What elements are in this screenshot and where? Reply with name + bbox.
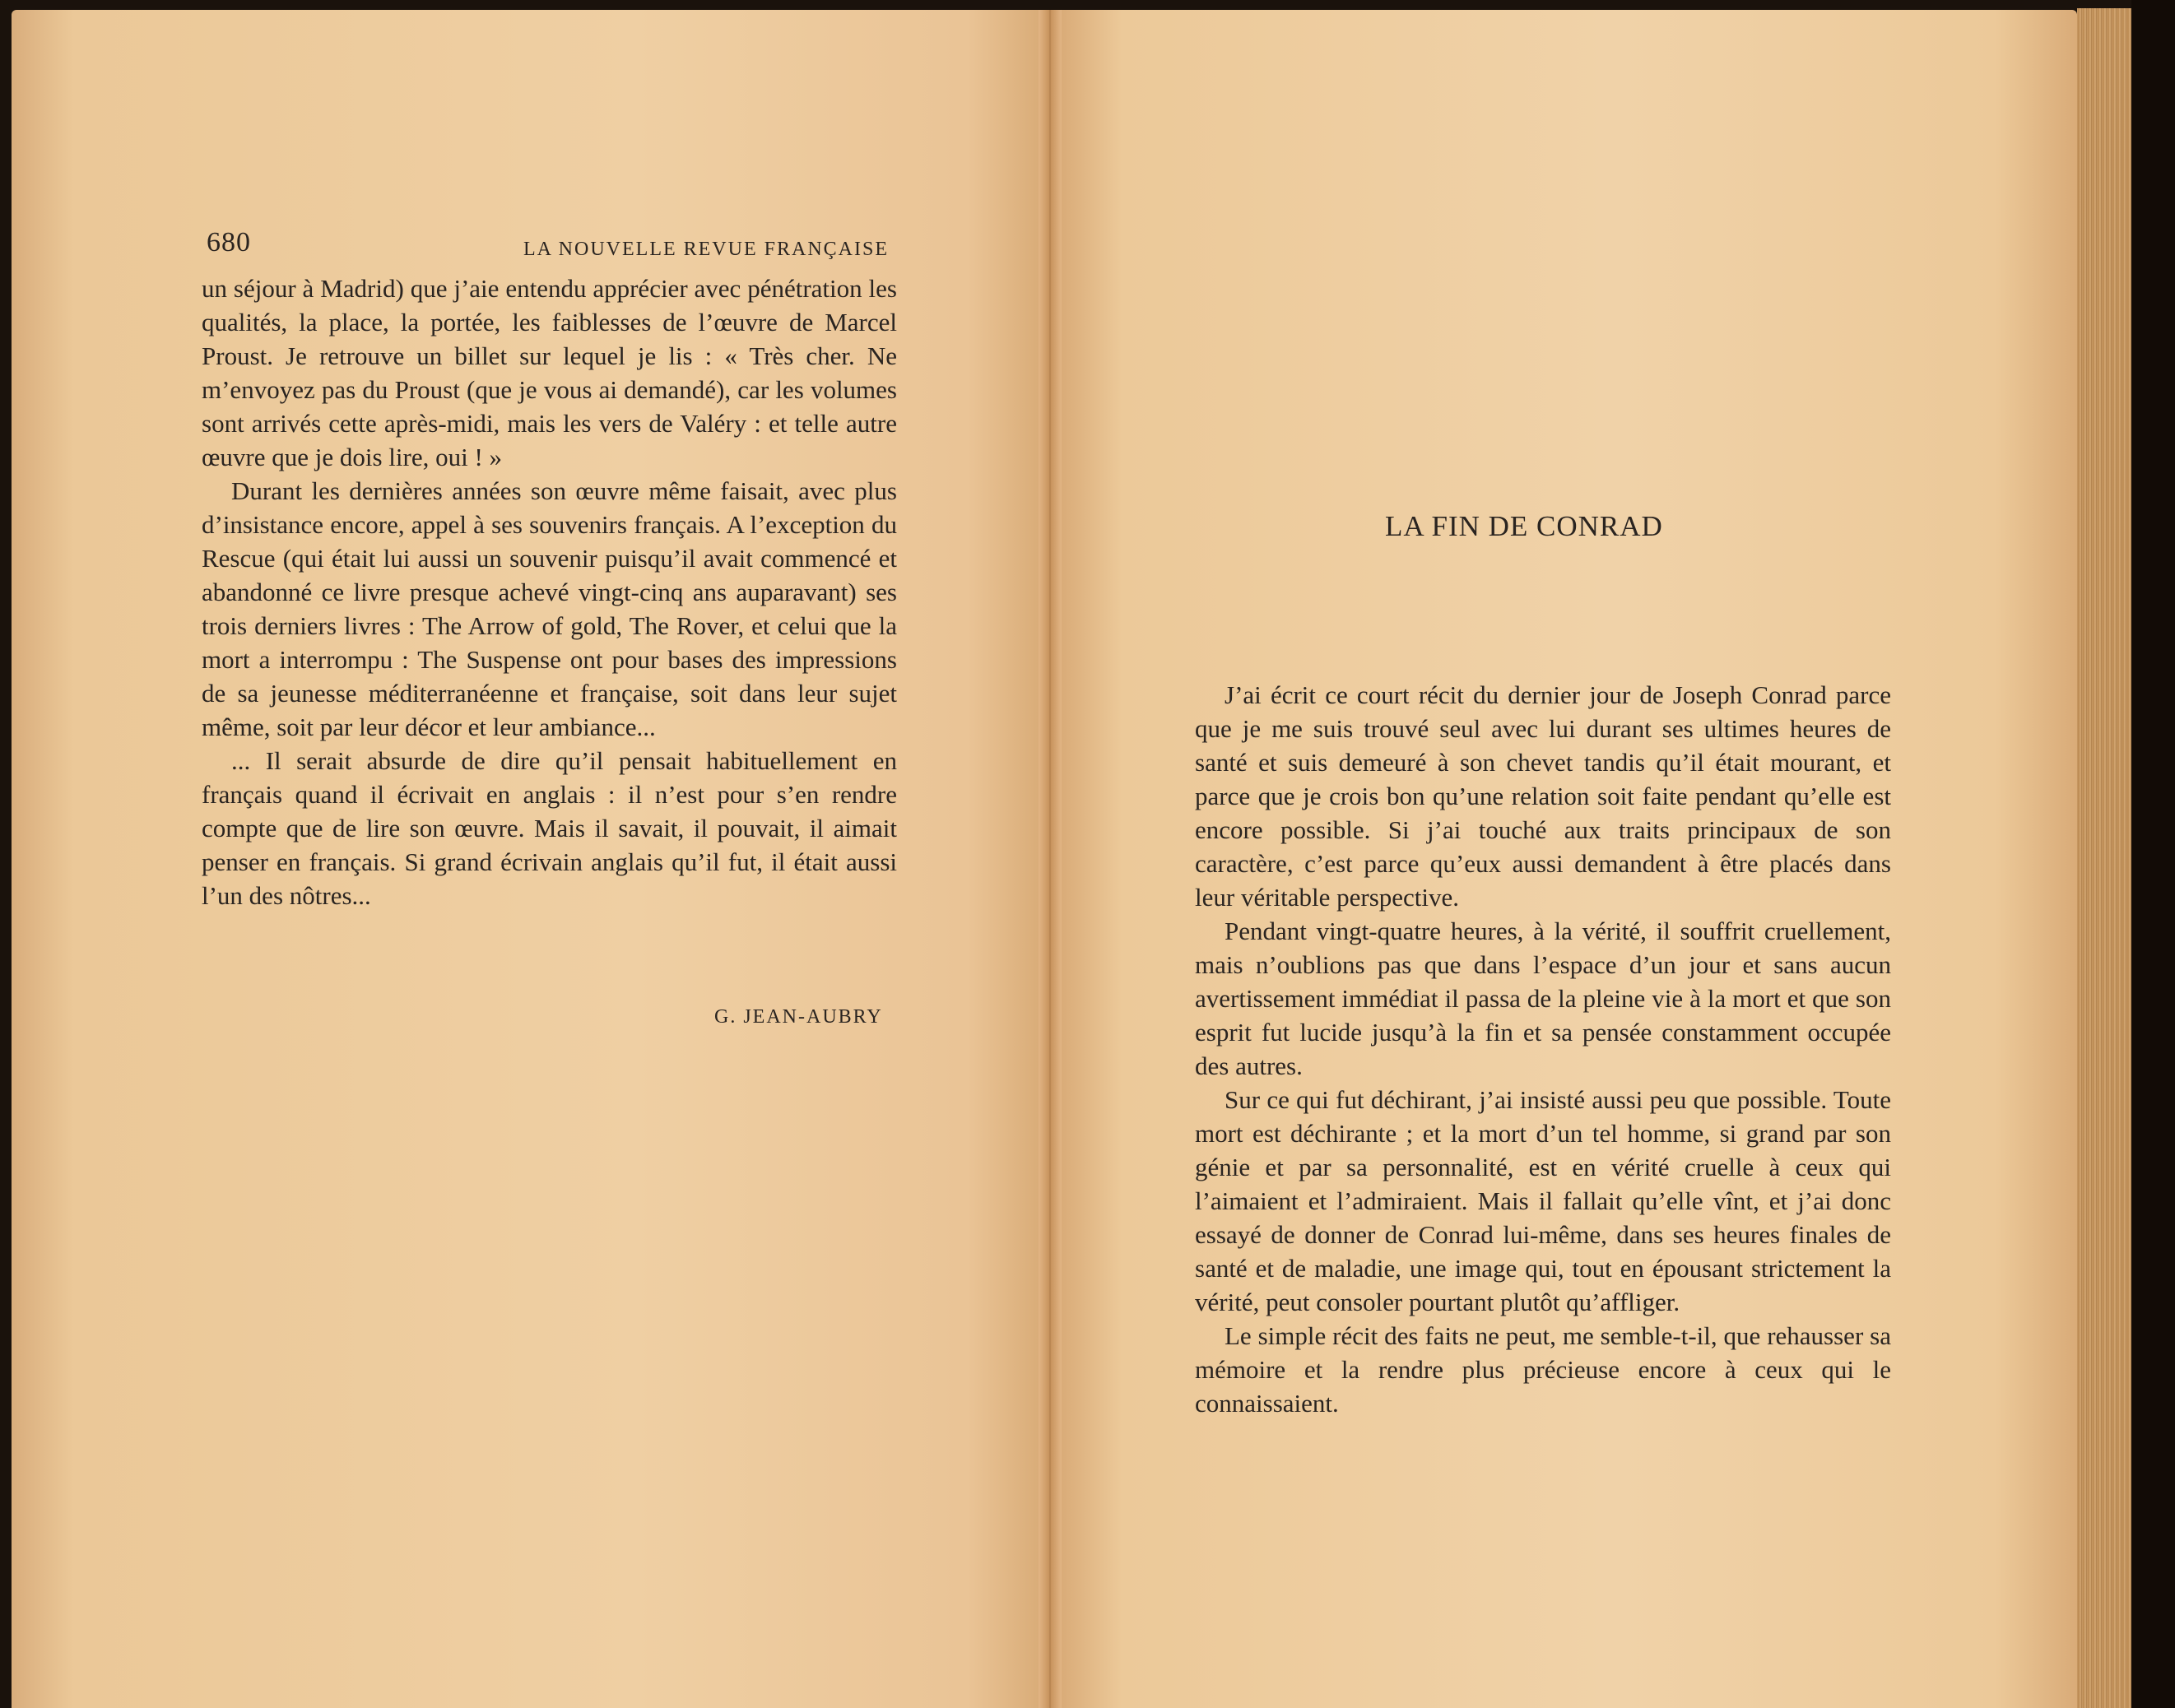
paragraph: un séjour à Madrid) que j’aie entendu apprécier avec pénétration les qualités, la place, la portée, les faiblesses de l’œuvre de Marcel Proust. Je retrouve un billet sur lequel je lis : « Très cher. Ne m’envoyez pas du Proust (que je vous ai demandé), car les volumes sont arrivés cette après-midi, mais les vers de Valéry : et telle autre œuvre que je dois lire, oui ! »: [202, 274, 897, 471]
paragraph: J’ai écrit ce court récit du dernier jour de Joseph Conrad parce que je me suis trouvé seul avec lui durant ses ultimes heures de santé et suis demeuré à son chevet tandis qu’il était mourant, et parce que je crois bon qu’une relation soit faite pendant qu’elle est encore possible. Si j’ai touché aux traits principaux de son caractère, c’est parce qu’eux aussi demandent à être placés dans leur véritable perspective.: [1195, 680, 1891, 912]
chapter-title: LA FIN DE CONRAD: [1385, 510, 1663, 542]
page-number: 680: [207, 227, 251, 258]
book-cover-edge: [2131, 0, 2175, 1708]
paragraph: ... Il serait absurde de dire qu’il pensait habituellement en français quand il écrivait en anglais : il n’est pour s’en rendre compte que de lire son œuvre. Mais il savait, il pouvait, il aimait penser en français. Si grand écrivain anglais qu’il fut, il était aussi l’un des nôtres...: [202, 746, 897, 910]
book-gutter: [1039, 10, 1062, 1708]
paragraph: Durant les dernières années son œuvre même faisait, avec plus d’insistance encore, appel à ses souvenirs français. A l’exception du Rescue (qui était lui aussi un souvenir puisqu’il avait commencé et abandonné ce livre presque achevé vingt-cinq ans auparavant) ses trois derniers livres : The Arrow of gold, The Rover, et celui que la mort a interrompu : The Suspense ont pour bases des impressions de sa jeunesse méditerranéenne et française, soit dans leur sujet même, soit par leur décor et leur ambiance...: [202, 476, 897, 741]
running-header: LA NOUVELLE REVUE FRANÇAISE: [523, 239, 889, 260]
right-page-text: [1195, 678, 1891, 1420]
author-signature: G. JEAN-AUBRY: [714, 1006, 883, 1028]
paragraph: Le simple récit des faits ne peut, me semble-t-il, que rehausser sa mémoire et la rendre plus précieuse encore à ceux qui le connaissaient.: [1195, 1321, 1891, 1418]
paragraph: Pendant vingt-quatre heures, à la vérité, il souffrit cruellement, mais n’oublions pas que dans l’espace d’un jour et sans aucun avertissement immédiat il passa de la pleine vie à la mort et que son esprit fut lucide jusqu’à la fin et sa pensée constamment occupée des autres.: [1195, 917, 1891, 1080]
paragraph: Sur ce qui fut déchirant, j’ai insisté aussi peu que possible. Toute mort est déchirante ; et la mort d’un tel homme, si grand par son génie et par sa personnalité, est en vérité cruelle à ceux qui l’aimaient et l’admiraient. Mais il fallait qu’elle vînt, et j’ai donc essayé de donner de Conrad lui-même, dans ses heures finales de santé et de maladie, une image qui, tout en épousant strictement la vérité, peut consoler pourtant plutôt qu’affliger.: [1195, 1085, 1891, 1316]
left-page-text: [202, 272, 897, 912]
